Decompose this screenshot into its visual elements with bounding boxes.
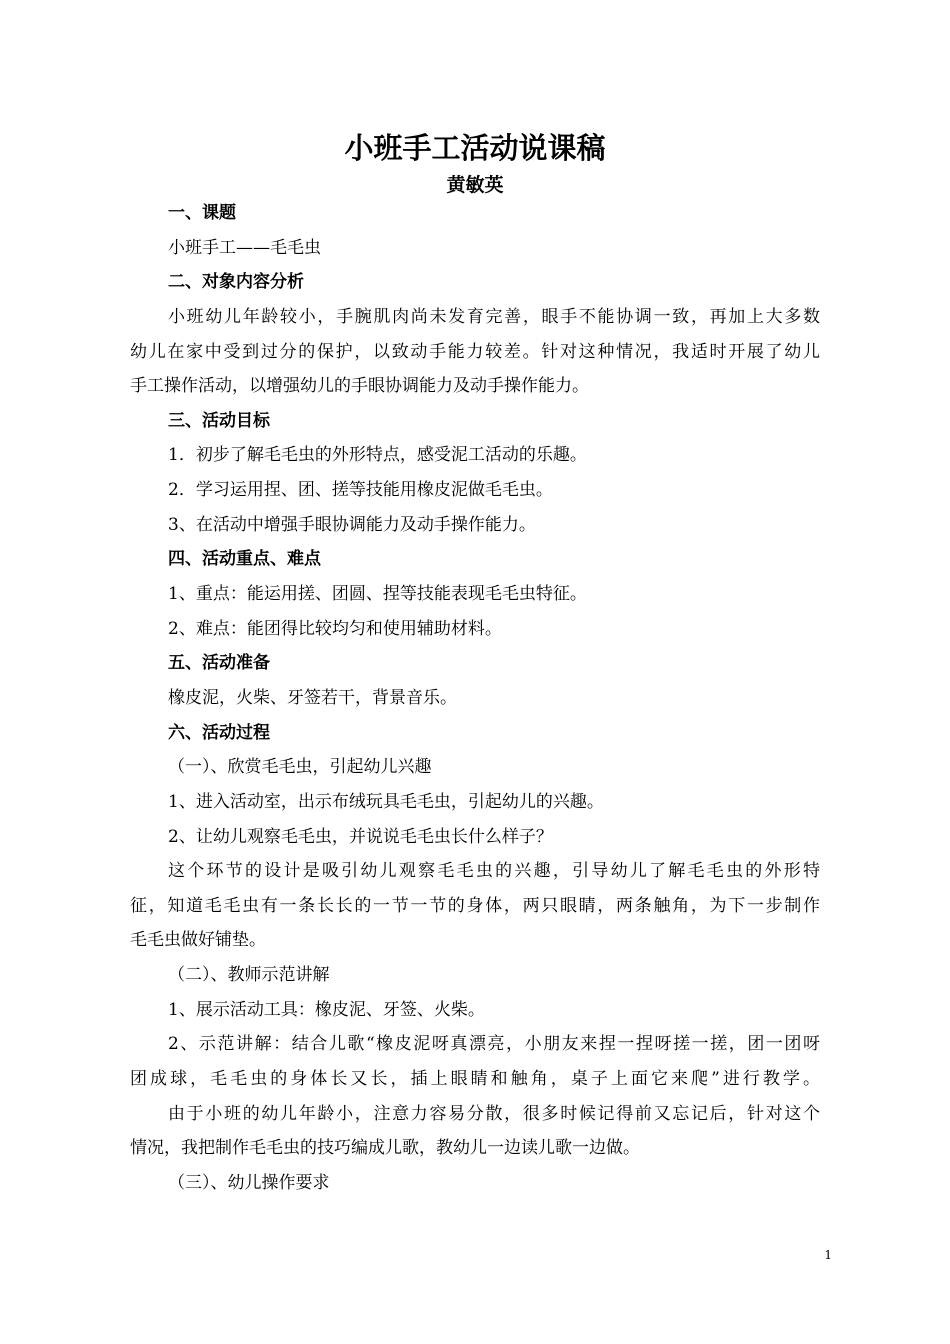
paragraph-line: 征，知道毛毛虫有一条长长的一节一节的身体，两只眼睛，两条触角，为下一步制作: [130, 895, 820, 916]
document-title: 小班手工活动说课稿: [344, 131, 606, 165]
paragraph-line: 橡皮泥，火柴、牙签若干，背景音乐。: [168, 687, 457, 708]
page-number: 1: [824, 1248, 832, 1262]
paragraph-line: 手工操作活动，以增强幼儿的手眼协调能力及动手操作能力。: [130, 376, 589, 397]
subsection-heading: （三）、幼儿操作要求: [168, 1172, 330, 1193]
list-item: 2、示范讲解：结合儿歌“橡皮泥呀真漂亮，小朋友来捏一捏呀搓一搓，团一团呀: [168, 1034, 820, 1055]
paragraph-line: 情况，我把制作毛毛虫的技巧编成儿歌，教幼儿一边读儿歌一边做。: [130, 1138, 640, 1159]
list-item: 1．初步了解毛毛虫的外形特点，感受泥工活动的乐趣。: [168, 445, 587, 466]
section-heading: 四、活动重点、难点: [168, 549, 321, 570]
list-item: 3、在活动中增强手眼协调能力及动手操作能力。: [168, 514, 536, 535]
section-heading: 一、课题: [168, 203, 236, 223]
subsection-heading: （一）、欣赏毛毛虫，引起幼儿兴趣: [168, 757, 432, 778]
paragraph-line: 由于小班的幼儿年龄小，注意力容易分散，很多时候记得前又忘记后，针对这个: [168, 1103, 820, 1124]
document-author: 黄敏英: [446, 174, 504, 196]
section-heading: 三、活动目标: [168, 410, 270, 431]
paragraph-line: 毛毛虫做好铺垫。: [130, 930, 266, 951]
paragraph-line: 团成球，毛毛虫的身体长又长，插上眼睛和触角，桌子上面它来爬”进行教学。: [130, 1069, 820, 1090]
paragraph-line: 幼儿在家中受到过分的保护，以致动手能力较差。针对这种情况，我适时开展了幼儿: [130, 341, 820, 362]
list-item: 1、重点：能运用搓、团圆、捏等技能表现毛毛虫特征。: [168, 584, 587, 605]
paragraph-line: 小班幼儿年龄较小，手腕肌肉尚未发育完善，眼手不能协调一致，再加上大多数: [168, 306, 820, 327]
paragraph-line: 小班手工——毛毛虫: [168, 237, 321, 258]
list-item: 1、展示活动工具：橡皮泥、牙签、火柴。: [168, 999, 485, 1020]
section-heading: 二、对象内容分析: [168, 272, 304, 293]
document-body: [130, 196, 820, 1201]
paragraph-line: 这个环节的设计是吸引幼儿观察毛毛虫的兴趣，引导幼儿了解毛毛虫的外形特: [168, 861, 820, 882]
section-heading: 五、活动准备: [168, 653, 270, 674]
list-item: 1、进入活动室，出示布绒玩具毛毛虫，引起幼儿的兴趣。: [168, 791, 604, 812]
list-item: 2、难点：能团得比较均匀和使用辅助材料。: [168, 618, 502, 639]
list-item: 2．学习运用捏、团、搓等技能用橡皮泥做毛毛虫。: [168, 480, 553, 501]
section-heading: 六、活动过程: [168, 722, 270, 743]
list-item: 2、让幼儿观察毛毛虫，并说说毛毛虫长什么样子？: [168, 826, 553, 847]
subsection-heading: （二）、教师示范讲解: [168, 965, 330, 986]
